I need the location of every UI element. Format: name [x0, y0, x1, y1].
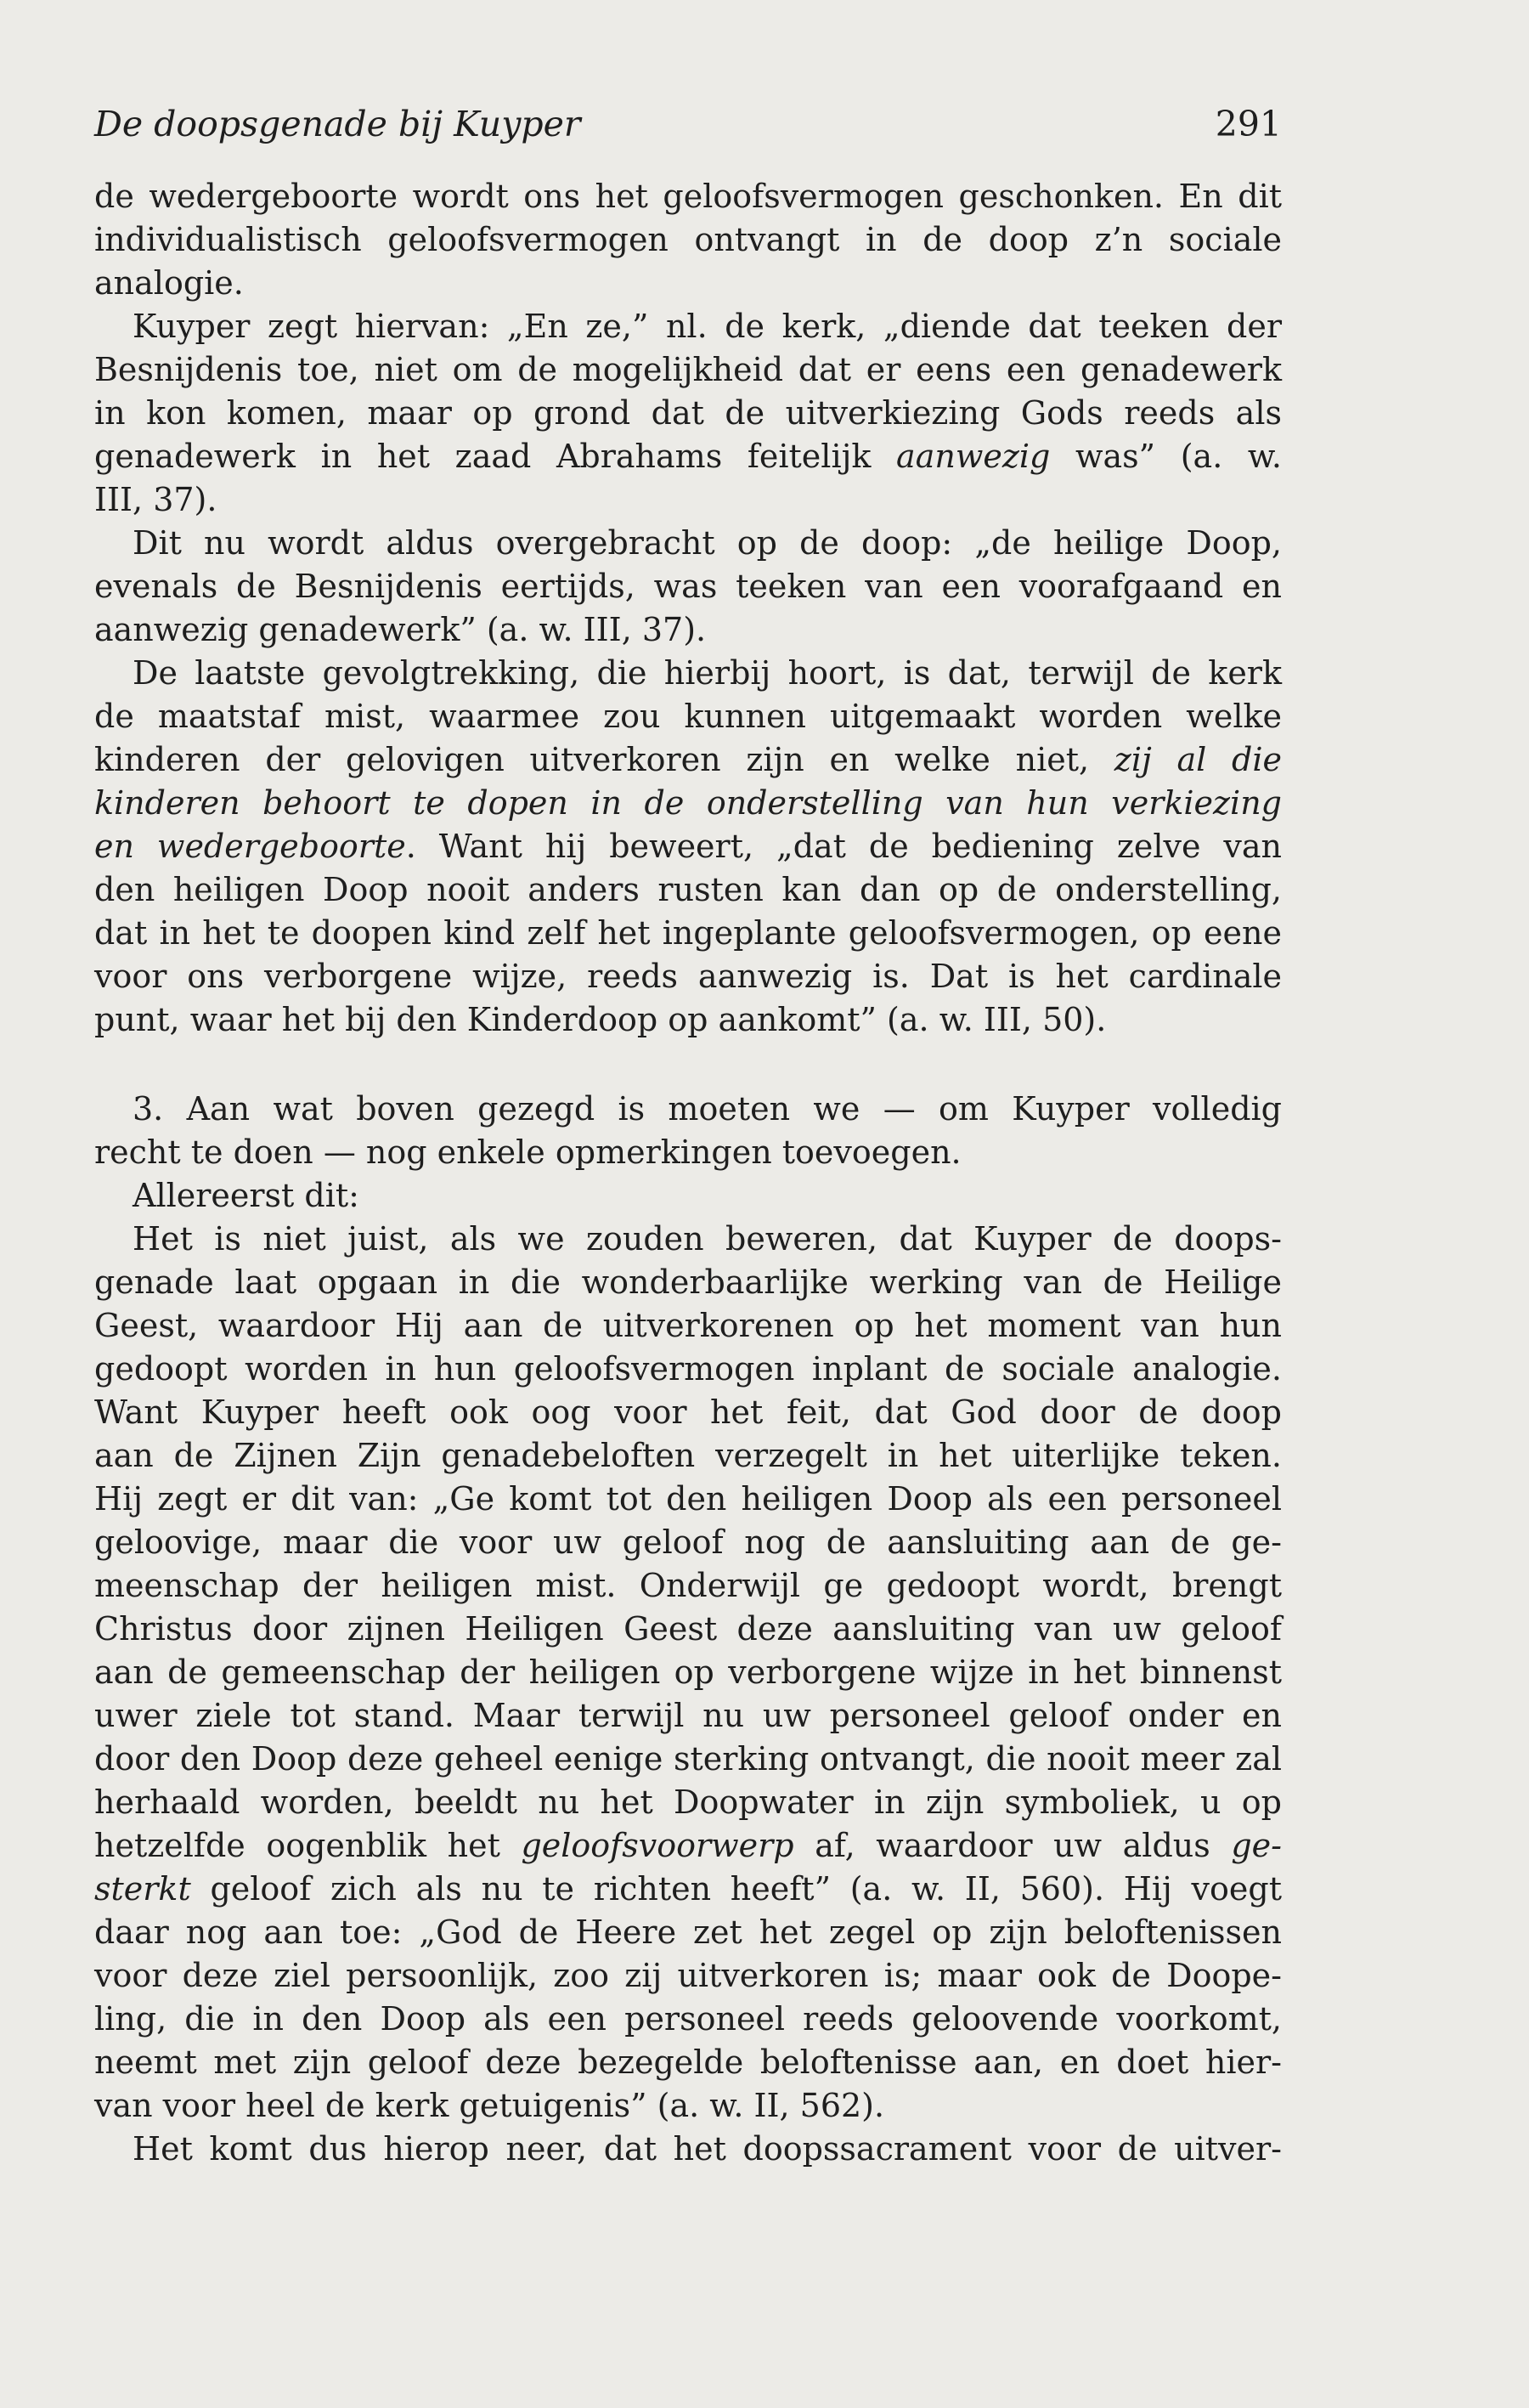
text-line — [94, 218, 1282, 262]
text-segment: genadewerk in het zaad Abrahams feitelijk — [94, 438, 897, 475]
text-segment: herhaald worden, beeldt nu het Doopwater in zijn symboliek, u op — [94, 1783, 1282, 1821]
text-segment: kinderen der gelovigen uitverkoren zijn en welke niet, — [94, 741, 1114, 778]
text-segment: Het komt dus hierop neer, dat het doopssacrament voor de uitver- — [133, 2130, 1282, 2168]
text-line — [94, 1391, 1282, 1434]
text-segment: van voor heel de kerk getuigenis” (a. w. II, 562). — [94, 2087, 885, 2124]
text-segment: voor ons verborgene wijze, reeds aanwezig is. Dat is het cardinale — [94, 958, 1282, 995]
text-line — [94, 608, 1282, 652]
text-segment: geloof zich als nu te richten heeft” (a. w. II, 560). Hij voegt — [190, 1870, 1282, 1908]
text-line — [94, 1738, 1282, 1781]
text-line — [94, 2084, 1282, 2128]
text-segment: af, waardoor uw aldus — [793, 1827, 1232, 1864]
text-segment: III, 37). — [94, 481, 217, 518]
text-line — [94, 1911, 1282, 1954]
text-line — [94, 825, 1282, 868]
text-segment: Allereerst dit: — [133, 1177, 359, 1214]
text-line — [94, 1651, 1282, 1694]
text-line — [94, 782, 1282, 825]
section-gap — [94, 1042, 1282, 1088]
text-segment: individualistisch geloofsvermogen ontvangt in de doop z’n sociale — [94, 221, 1282, 258]
italic-text: aanwezig — [896, 438, 1051, 475]
text-line — [94, 2128, 1282, 2171]
text-segment: door den Doop deze geheel eenige sterking ontvangt, die nooit meer zal — [94, 1740, 1282, 1778]
italic-text: kinderen behoort te dopen in de onderstelling van hun verkiezing — [94, 784, 1282, 822]
text-line — [94, 1824, 1282, 1868]
body-text — [94, 175, 1282, 2171]
italic-text: ge- — [1231, 1827, 1282, 1864]
text-line — [94, 305, 1282, 348]
text-line — [94, 1088, 1282, 1131]
text-segment: ling, die in den Doop als een personeel reeds geloovende voorkomt, — [94, 2000, 1282, 2038]
text-line — [94, 348, 1282, 392]
text-line — [94, 1478, 1282, 1521]
text-segment: Christus door zijnen Heiligen Geest deze aansluiting van uw geloof — [94, 1610, 1282, 1648]
text-line — [94, 2041, 1282, 2084]
running-head — [94, 100, 1282, 151]
text-line — [94, 1868, 1282, 1911]
text-segment: Dit nu wordt aldus overgebracht op de doop: „de heilige Doop, — [133, 524, 1282, 562]
text-segment: Het is niet juist, als we zouden beweren, dat Kuyper de doops- — [133, 1220, 1282, 1258]
text-line — [94, 1694, 1282, 1738]
text-line — [94, 1998, 1282, 2041]
text-line — [94, 565, 1282, 608]
text-line — [94, 738, 1282, 782]
text-line — [94, 435, 1282, 478]
text-line — [94, 175, 1282, 218]
text-segment: recht te doen — nog enkele opmerkingen toevoegen. — [94, 1133, 962, 1171]
text-segment: de maatstaf mist, waarmee zou kunnen uitgemaakt worden welke — [94, 698, 1282, 735]
text-segment: de wedergeboorte wordt ons het geloofsvermogen geschonken. En dit — [94, 178, 1282, 215]
text-segment: was” (a. w. — [1050, 438, 1282, 475]
text-line — [94, 1174, 1282, 1218]
text-segment: aanwezig genadewerk” (a. w. III, 37). — [94, 611, 707, 648]
text-segment: analogie. — [94, 264, 244, 302]
text-line — [94, 478, 1282, 522]
text-segment: voor deze ziel persoonlijk, zoo zij uitverkoren is; maar ook de Doope- — [94, 1957, 1282, 1994]
text-line — [94, 1521, 1282, 1564]
text-segment: Besnijdenis toe, niet om de mogelijkheid dat er eens een genadewerk — [94, 351, 1282, 388]
italic-text: en wedergeboorte — [94, 828, 406, 865]
text-segment: dat in het te doopen kind zelf het ingeplante geloofsvermogen, op eene — [94, 914, 1282, 952]
text-segment: De laatste gevolgtrekking, die hierbij hoort, is dat, terwijl de kerk — [133, 654, 1282, 692]
text-line — [94, 695, 1282, 738]
text-segment: aan de gemeenschap der heiligen op verborgene wijze in het binnenst — [94, 1653, 1282, 1691]
text-line — [94, 1261, 1282, 1304]
text-segment: hetzelfde oogenblik het — [94, 1827, 522, 1864]
text-segment: genade laat opgaan in die wonderbaarlijke werking van de Heilige — [94, 1263, 1282, 1301]
text-segment: evenals de Besnijdenis eertijds, was teeken van een voorafgaand en — [94, 568, 1282, 605]
text-segment: neemt met zijn geloof deze bezegelde beloftenisse aan, en doet hier- — [94, 2043, 1282, 2081]
running-title: De doopsgenade bij Kuyper — [94, 104, 581, 144]
text-line — [94, 522, 1282, 565]
italic-text: zij al die — [1114, 741, 1282, 778]
text-segment: geloovige, maar die voor uw geloof nog de aansluiting aan de ge- — [94, 1523, 1282, 1561]
text-segment: in kon komen, maar op grond dat de uitverkiezing Gods reeds als — [94, 394, 1282, 432]
text-segment: gedoopt worden in hun geloofsvermogen inplant de sociale analogie. — [94, 1350, 1282, 1388]
text-segment: 3. Aan wat boven gezegd is moeten we — om Kuyper volledig — [133, 1090, 1282, 1128]
text-segment: uwer ziele tot stand. Maar terwijl nu uw personeel geloof onder en — [94, 1697, 1282, 1734]
text-segment: punt, waar het bij den Kinderdoop op aankomt” (a. w. III, 50). — [94, 1001, 1107, 1038]
text-line — [94, 1304, 1282, 1348]
text-line — [94, 868, 1282, 912]
text-line — [94, 1781, 1282, 1824]
text-segment: . Want hij beweert, „dat de bediening zelve van — [405, 828, 1282, 865]
text-segment: daar nog aan toe: „God de Heere zet het zegel op zijn beloftenissen — [94, 1913, 1282, 1951]
text-line — [94, 1218, 1282, 1261]
text-segment: Kuyper zegt hiervan: „En ze,” nl. de kerk, „diende dat teeken der — [133, 308, 1282, 345]
text-segment: Want Kuyper heeft ook oog voor het feit, dat God door de doop — [94, 1393, 1282, 1431]
text-line — [94, 998, 1282, 1042]
text-line — [94, 955, 1282, 998]
text-line — [94, 262, 1282, 305]
text-line — [94, 912, 1282, 955]
text-line — [94, 1434, 1282, 1478]
italic-text: sterkt — [94, 1870, 191, 1908]
text-line — [94, 1348, 1282, 1391]
text-line — [94, 1564, 1282, 1608]
text-line — [94, 1131, 1282, 1174]
text-segment: aan de Zijnen Zijn genadebeloften verzegelt in het uiterlijke teken. — [94, 1437, 1282, 1474]
text-segment: Geest, waardoor Hij aan de uitverkorenen op het moment van hun — [94, 1307, 1282, 1344]
text-segment: meenschap der heiligen mist. Onderwijl ge gedoopt wordt, brengt — [94, 1567, 1282, 1604]
text-line — [94, 1608, 1282, 1651]
page-number: 291 — [1215, 104, 1282, 144]
text-line — [94, 1954, 1282, 1998]
italic-text: geloofsvoorwerp — [521, 1827, 794, 1864]
text-segment: Hij zegt er dit van: „Ge komt tot den heiligen Doop als een personeel — [94, 1480, 1282, 1518]
text-line — [94, 392, 1282, 435]
text-line — [94, 652, 1282, 695]
text-segment: den heiligen Doop nooit anders rusten kan dan op de onderstelling, — [94, 871, 1282, 908]
